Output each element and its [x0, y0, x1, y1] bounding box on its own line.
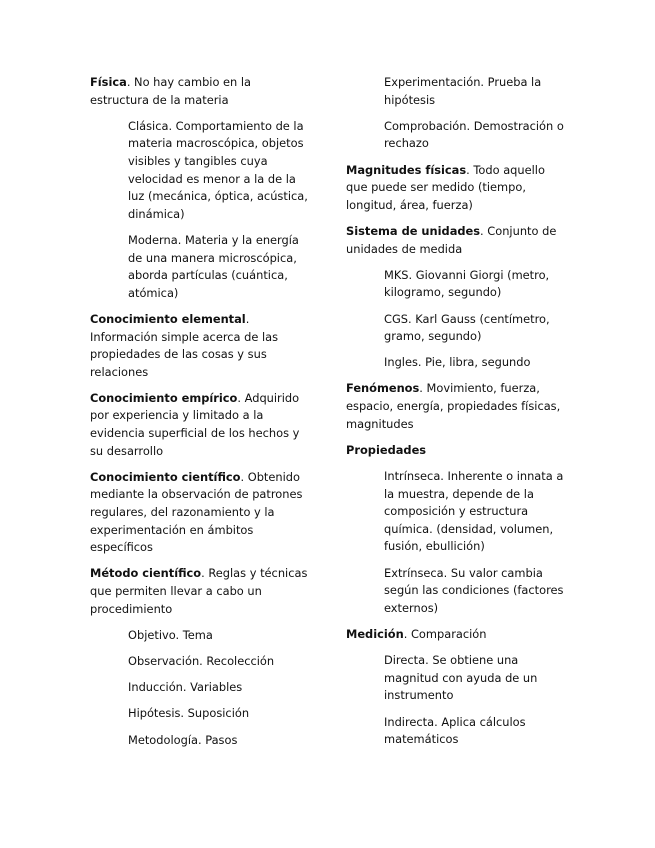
entry-magnitudes-fisicas: [346, 162, 568, 215]
definition-medicion: . Comparación: [403, 626, 487, 641]
entry-metodo-cientifico: [90, 565, 312, 618]
entry-fisica: [90, 74, 312, 109]
term-metodo-cientifico: Método científico: [90, 566, 202, 581]
term-propiedades: Propiedades: [346, 442, 427, 457]
step-hipotesis: Hipótesis. Suposición: [128, 706, 250, 721]
subitem-indirecta: Indirecta. Aplica cálculos matemáticos: [384, 714, 526, 747]
term-conocimiento-elemental: Conocimiento elemental: [90, 311, 246, 326]
definition-metodo-cientifico: . Reglas y técnicas que permiten llevar a cabo un procedimiento: [90, 566, 308, 616]
entry-conocimiento-cientifico: [90, 469, 312, 557]
definition-conocimiento-cientifico: . Obtenido mediante la observación de patrones regulares, del razonamiento y la experimentación en ámbitos específicos: [90, 469, 303, 555]
subitem-clasica: Clásica. Comportamiento de la materia macroscópica, objetos visibles y tangibles cuya velocidad es menor a la de la luz (mecánica, óptica, acústica, dinámica): [128, 118, 308, 221]
entry-conocimiento-empirico: [90, 390, 312, 460]
subitem-mks: MKS. Giovanni Giorgi (metro, kilogramo, segundo): [384, 267, 550, 300]
step-comprobacion: Comprobación. Demostración o rechazo: [384, 118, 564, 151]
subitem-extrinseca: Extrínseca. Su valor cambia según las condiciones (factores externos): [384, 565, 564, 615]
step-metodologia: Metodología. Pasos: [128, 732, 238, 747]
subitem-directa: Directa. Se obtiene una magnitud con ayuda de un instrumento: [384, 653, 538, 703]
entry-sistema-unidades: [346, 223, 568, 258]
term-conocimiento-empirico: Conocimiento empírico: [90, 390, 238, 405]
definition-fenomenos: . Movimiento, fuerza, espacio, energía, propiedades físicas, magnitudes: [346, 381, 561, 431]
definition-conocimiento-empirico: . Adquirido por experiencia y limitado a la evidencia superficial de los hechos y su desarrollo: [90, 390, 300, 458]
right-column: [346, 74, 568, 757]
subitem-intrinseca: Intrínseca. Inherente o innata a la muestra, depende de la composición y estructura química. (densidad, volumen, fusión, ebullición): [384, 469, 564, 554]
step-experimentacion: Experimentación. Prueba la hipótesis: [384, 75, 542, 107]
step-observacion: Observación. Recolección: [128, 653, 275, 668]
entry-conocimiento-elemental: [90, 311, 312, 381]
term-magnitudes-fisicas: Magnitudes físicas: [346, 162, 467, 177]
subitem-ingles: Ingles. Pie, libra, segundo: [384, 355, 531, 370]
term-sistema-unidades: Sistema de unidades: [346, 223, 481, 238]
subitem-cgs: CGS. Karl Gauss (centímetro, gramo, segundo): [384, 311, 550, 344]
term-medicion: Medición: [346, 626, 404, 641]
definition-magnitudes-fisicas: . Todo aquello que puede ser medido (tiempo, longitud, área, fuerza): [346, 162, 545, 212]
term-conocimiento-cientifico: Conocimiento científico: [90, 469, 241, 484]
term-fenomenos: Fenómenos: [346, 381, 420, 396]
term-fisica: Física: [90, 75, 127, 89]
entry-medicion: [346, 626, 568, 644]
definition-fisica: . No hay cambio en la estructura de la materia: [90, 75, 252, 107]
left-column: [90, 74, 312, 758]
step-objetivo: Objetivo. Tema: [128, 627, 213, 642]
subitem-moderna: Moderna. Materia y la energía de una manera microscópica, aborda partículas (cuántica, atómica): [128, 232, 299, 300]
definition-conocimiento-elemental: . Información simple acerca de las propiedades de las cosas y sus relaciones: [90, 311, 279, 379]
definition-sistema-unidades: . Conjunto de unidades de medida: [346, 223, 557, 256]
entry-fenomenos: [346, 380, 568, 433]
entry-propiedades: [346, 442, 568, 460]
step-induccion: Inducción. Variables: [128, 680, 243, 695]
